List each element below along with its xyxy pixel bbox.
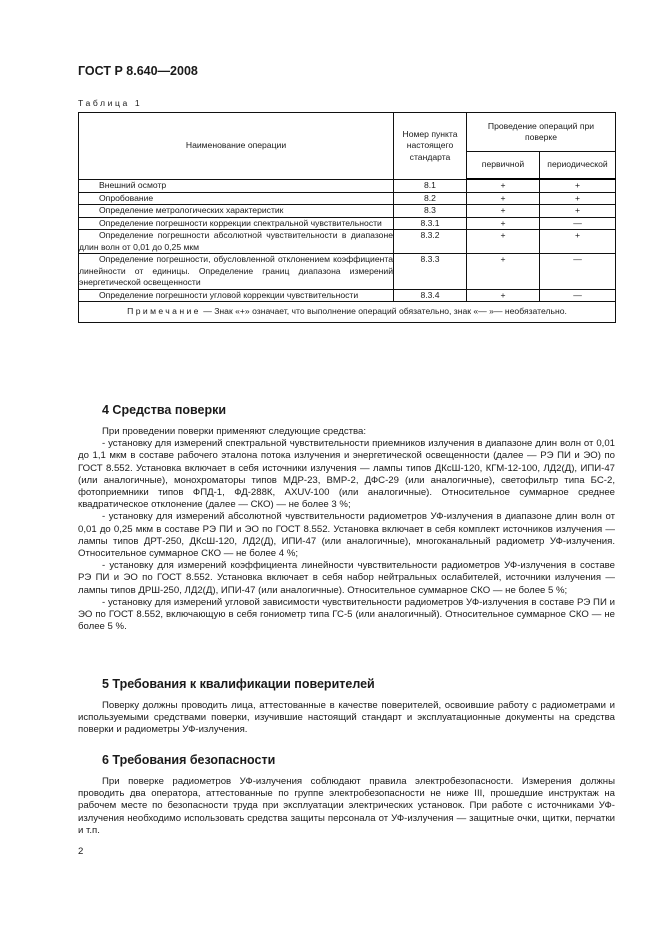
operation-name: Внешний осмотр (79, 179, 394, 192)
table-row (79, 254, 616, 290)
clause-number: 8.3.2 (394, 230, 467, 254)
table-note-row (79, 302, 616, 323)
table-row (79, 289, 616, 302)
periodic-mark: — (540, 289, 616, 302)
table-row (79, 230, 616, 254)
paragraph: - установку для измерений спектральной чувствительности приемников излучения в диапазоне длин волн от 0,01 до 1,1 мкм в составе рабочего эталона потока излучения и энергетической освещенности (далее — РЭ ПИ и ЭО) по ГОСТ 8.552. Установка включает в себя источники излучения — лампы типов ДКсШ-120, КГМ-12-100, ЛД2(Д), ИПИ-47 (или аналогичные), монохроматоры типов МДР-23, ВМР-2, ДФС-29 (или аналогичные), светофильтр типа БС-2, фотоприемники типов ФПД-1, ФД-288К, AXUV-100 (или аналогичные). Относительное суммарное среднее квадратическое отклонение (далее — СКО) — не более 3 %; (78, 438, 615, 511)
primary-mark: + (467, 217, 540, 230)
primary-mark: + (467, 192, 540, 205)
periodic-mark: — (540, 217, 616, 230)
periodic-mark: + (540, 205, 616, 218)
primary-mark: + (467, 254, 540, 290)
section-4-verification-means (78, 403, 615, 633)
column-header-group-verification: Проведение операций при поверке (467, 113, 616, 152)
paragraph: - установку для измерений коэффициента линейности чувствительности радиометров УФ-излучения в составе РЭ ПИ и ЭО по ГОСТ 8.552. Установка включает в себя набор нейтральных ослабителей, источники излучения — лампы типов ДРШ-250, ЛД2(Д), ИПИ-47 (или аналогичные). Относительное суммарное СКО — не более 5 %; (78, 560, 615, 596)
clause-number: 8.3.1 (394, 217, 467, 230)
clause-number: 8.3 (394, 205, 467, 218)
clause-number: 8.3.4 (394, 289, 467, 302)
primary-mark: + (467, 289, 540, 302)
document-code-header: ГОСТ Р 8.640—2008 (78, 64, 198, 78)
clause-number: 8.1 (394, 179, 467, 192)
operation-name: Определение погрешности абсолютной чувствительности в диапазоне длин волн от 0,01 до 0,25 мкм (79, 230, 393, 252)
periodic-mark: — (540, 254, 616, 290)
operation-name: Опробование (79, 192, 394, 205)
paragraph: Поверку должны проводить лица, аттестованные в качестве поверителей, освоившие работу с радиометрами и используемыми средствами поверки, изучившие настоящий стандарт и эксплуатационные документы на средства поверки и радиометры УФ-излучения. (78, 700, 615, 736)
primary-mark: + (467, 230, 540, 254)
primary-mark: + (467, 179, 540, 192)
paragraph: При проведении поверки применяют следующие средства: (102, 426, 367, 437)
operations-table (78, 112, 616, 323)
primary-mark: + (467, 205, 540, 218)
periodic-mark: + (540, 179, 616, 192)
section-6-safety (78, 753, 615, 837)
table-row (79, 192, 616, 205)
note-label: Примечание (127, 306, 201, 316)
paragraph: При поверке радиометров УФ-излучения соблюдают правила электробезопасности. Измерения должны проводить два оператора, аттестованные по группе электробезопасности не ниже III, прошедшие инструктаж на рабочем месте по безопасности труда при эксплуатации электрических установок. При работе с источниками УФ-излучения необходимо использовать средства защиты персонала от УФ-излучения — защитные очки, щитки, перчатки и т.п. (78, 776, 615, 836)
periodic-mark: + (540, 192, 616, 205)
operation-name: Определение погрешности коррекции спектральной чувствительности (79, 217, 394, 230)
periodic-mark: + (540, 230, 616, 254)
paragraph: - установку для измерений абсолютной чувствительности радиометров УФ-излучения в диапазоне длин волн от 0,01 до 0,25 мкм в составе РЭ ПИ и ЭО по ГОСТ 8.552. Установка включает в себя комплект источников излучения — лампы типов ДРТ-250, ДКсШ-120, ЛД2(Д), ИПИ-47 (или аналогичные), многоканальный радиометр УФ-излучения. Относительное суммарное СКО — не более 4 %; (78, 511, 615, 560)
column-header-primary: первичной (467, 152, 540, 180)
page-number: 2 (78, 846, 84, 857)
section-heading: 4 Средства поверки (102, 403, 227, 417)
table-note (79, 302, 616, 323)
operation-name: Определение погрешности угловой коррекции чувствительности (79, 289, 394, 302)
column-header-periodic: периодической (540, 152, 616, 180)
table-row (79, 205, 616, 218)
table-row (79, 217, 616, 230)
paragraph: - установку для измерений угловой зависимости чувствительности радиометров УФ-излучения в составе РЭ ПИ и ЭО по ГОСТ 8.552, включающую в себя гониометр типа ГС-5 (или аналогичный). Относительное суммарное СКО — не более 5 %. (78, 596, 615, 633)
section-5-qualification (78, 677, 615, 737)
table-caption: Таблица 1 (78, 98, 143, 108)
note-text: — Знак «+» означает, что выполнение операций обязательно, знак «— »— необязательно. (200, 306, 567, 316)
column-header-operation-name: Наименование операции (79, 113, 394, 180)
clause-number: 8.2 (394, 192, 467, 205)
clause-number: 8.3.3 (394, 254, 467, 290)
table-row (79, 179, 616, 192)
operation-name: Определение метрологических характеристик (79, 205, 394, 218)
operation-name: Определение погрешности, обусловленной отклонением коэффициента линейности от единицы. Определение границ диапазона измерений энергетической освещенности (79, 254, 393, 287)
section-heading: 5 Требования к квалификации поверителей (102, 677, 375, 691)
column-header-clause-number: Номер пункта настоящего стандарта (394, 113, 467, 180)
section-heading: 6 Требования безопасности (102, 753, 276, 767)
